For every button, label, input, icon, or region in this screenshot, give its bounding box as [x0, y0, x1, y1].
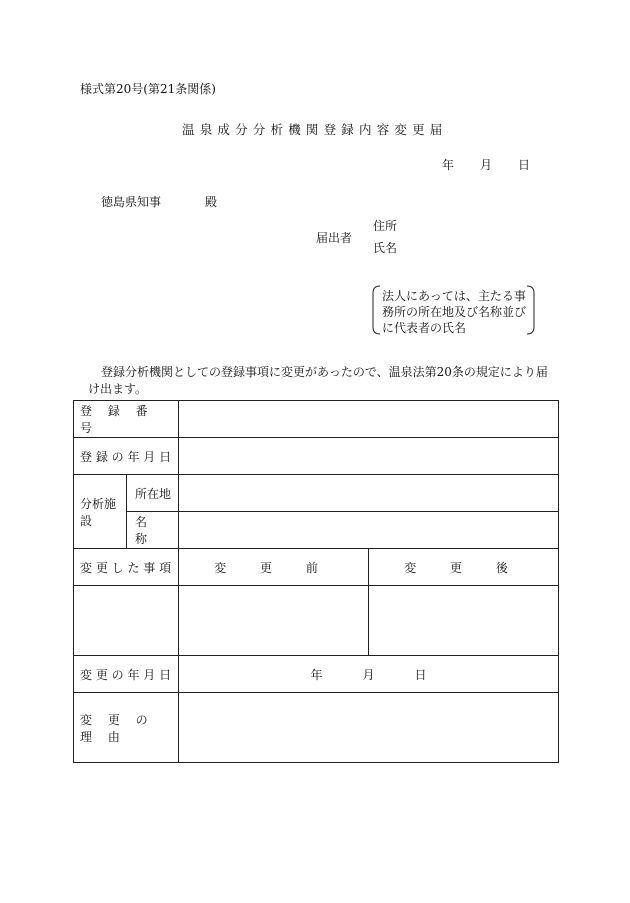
document-title: 温泉成分分析機関登録内容変更届 — [182, 122, 448, 137]
row-facility-name — [74, 512, 559, 549]
corporation-note-text: 法人にあっては、主たる事務所の所在地及び名称並びに代表者の氏名 — [382, 289, 527, 335]
change-date-month: 月 — [362, 667, 375, 682]
after-change-field[interactable] — [369, 586, 559, 656]
registration-number-label: 登 録 番 号 — [74, 401, 179, 438]
change-reason-field[interactable] — [179, 693, 559, 763]
submission-date — [442, 156, 530, 173]
facility-location-field[interactable] — [179, 475, 559, 512]
registration-date-label: 登 録 の 年 月 日 — [74, 438, 179, 475]
row-registration-date — [74, 438, 559, 475]
addressee-honorific: 殿 — [205, 195, 218, 209]
applicant-address-label: 住所 — [373, 219, 398, 233]
changed-items-label: 変 更 し た 事 項 — [74, 549, 179, 586]
change-date-day: 日 — [414, 667, 427, 682]
facility-name-field[interactable] — [179, 512, 559, 549]
registration-date-field[interactable] — [179, 438, 559, 475]
date-month-label: 月 — [480, 158, 493, 172]
applicant-label: 届出者 — [316, 231, 353, 245]
row-change-reason — [74, 693, 559, 763]
facility-name-label: 名 称 — [127, 512, 179, 549]
corporation-note — [372, 285, 535, 335]
row-changed-items-entry — [74, 586, 559, 656]
before-change-header: 変 更 前 — [179, 549, 369, 586]
change-date-year: 年 — [310, 667, 323, 682]
after-change-header: 変 更 後 — [369, 549, 559, 586]
addressee-name: 徳島県知事 — [101, 195, 162, 209]
statement-text: 登録分析機関としての登録事項に変更があったので、温泉法第20条の規定により届け出ます。 — [88, 365, 548, 396]
date-day-label: 日 — [518, 158, 531, 172]
form-number: 様式第20号(第21条関係) — [80, 82, 216, 96]
registration-change-form-table — [73, 400, 559, 763]
registration-number-field[interactable] — [179, 401, 559, 438]
row-facility-location — [74, 475, 559, 512]
date-year-label: 年 — [442, 158, 455, 172]
before-change-field[interactable] — [179, 586, 369, 656]
changed-items-field[interactable] — [74, 586, 179, 656]
facility-location-label: 所在地 — [127, 475, 179, 512]
row-registration-number — [74, 401, 559, 438]
addressee — [101, 193, 217, 210]
change-reason-label: 変 更 の 理 由 — [74, 693, 179, 763]
row-changed-items-header — [74, 549, 559, 586]
change-date-label: 変 更 の 年 月 日 — [74, 656, 179, 693]
change-date-field[interactable] — [179, 656, 559, 693]
facility-label: 分析施設 — [74, 475, 127, 549]
row-change-date — [74, 656, 559, 693]
applicant-name-label: 氏名 — [373, 241, 398, 255]
